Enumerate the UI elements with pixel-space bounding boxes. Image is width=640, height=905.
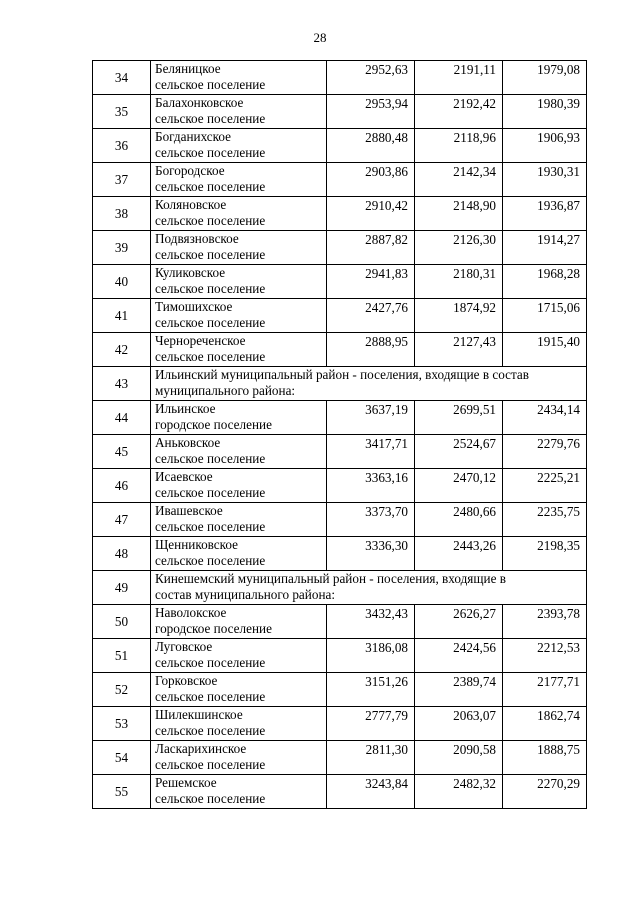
row-number: 39 (93, 231, 151, 265)
table-row (93, 673, 587, 707)
row-number: 55 (93, 775, 151, 809)
value-col-1: 2888,95 (327, 333, 415, 367)
settlement-type: сельское поселение (155, 144, 266, 160)
group-heading-line: состав муниципального района: (155, 586, 336, 602)
page-number: 28 (313, 30, 327, 45)
value-col-3: 1862,74 (503, 707, 587, 741)
settlement-title: Шилекшинское (155, 707, 243, 722)
value-col-2: 2126,30 (415, 231, 503, 265)
value-col-2: 2524,67 (415, 435, 503, 469)
value-col-3: 2225,21 (503, 469, 587, 503)
settlement-type: сельское поселение (155, 110, 266, 126)
settlement-name (151, 401, 327, 435)
value-col-1: 2903,86 (327, 163, 415, 197)
table-body (93, 61, 587, 809)
settlement-name (151, 163, 327, 197)
value-col-2: 2480,66 (415, 503, 503, 537)
settlement-type: сельское поселение (155, 756, 266, 772)
row-number: 38 (93, 197, 151, 231)
table-row (93, 435, 587, 469)
group-heading-line: Ильинский муниципальный район - поселения, входящие в состав (155, 367, 529, 382)
value-col-1: 2811,30 (327, 741, 415, 775)
value-col-3: 1888,75 (503, 741, 587, 775)
settlement-name (151, 673, 327, 707)
value-col-3: 2212,53 (503, 639, 587, 673)
settlement-name (151, 95, 327, 129)
settlement-type: сельское поселение (155, 688, 266, 704)
row-number: 43 (93, 367, 151, 401)
row-number: 41 (93, 299, 151, 333)
settlement-name (151, 605, 327, 639)
row-number: 44 (93, 401, 151, 435)
value-col-2: 1874,92 (415, 299, 503, 333)
settlement-title: Богданихское (155, 129, 232, 144)
value-col-3: 2279,76 (503, 435, 587, 469)
group-row (93, 367, 587, 401)
table-row (93, 707, 587, 741)
value-col-1: 2910,42 (327, 197, 415, 231)
value-col-2: 2443,26 (415, 537, 503, 571)
table-row (93, 61, 587, 95)
settlement-title: Наволокское (155, 605, 227, 620)
settlement-type: сельское поселение (155, 484, 266, 500)
table-row (93, 775, 587, 809)
settlement-title: Аньковское (155, 435, 221, 450)
table-row (93, 469, 587, 503)
settlement-name (151, 197, 327, 231)
settlement-name (151, 741, 327, 775)
settlement-type: сельское поселение (155, 722, 266, 738)
value-col-2: 2148,90 (415, 197, 503, 231)
value-col-2: 2192,42 (415, 95, 503, 129)
table-row (93, 333, 587, 367)
settlement-name (151, 333, 327, 367)
value-col-1: 2941,83 (327, 265, 415, 299)
row-number: 53 (93, 707, 151, 741)
settlement-title: Ласкарихинское (155, 741, 247, 756)
settlement-title: Коляновское (155, 197, 227, 212)
settlement-title: Ивашевское (155, 503, 223, 518)
value-col-2: 2142,34 (415, 163, 503, 197)
table-row (93, 401, 587, 435)
value-col-1: 2952,63 (327, 61, 415, 95)
value-col-3: 1930,31 (503, 163, 587, 197)
settlement-name (151, 299, 327, 333)
value-col-1: 3151,26 (327, 673, 415, 707)
settlement-name (151, 231, 327, 265)
settlement-title: Ильинское (155, 401, 216, 416)
row-number: 54 (93, 741, 151, 775)
settlement-name (151, 639, 327, 673)
table-row (93, 605, 587, 639)
value-col-3: 2434,14 (503, 401, 587, 435)
value-col-3: 1906,93 (503, 129, 587, 163)
row-number: 34 (93, 61, 151, 95)
value-col-1: 2777,79 (327, 707, 415, 741)
table-row (93, 503, 587, 537)
value-col-2: 2470,12 (415, 469, 503, 503)
settlement-type: сельское поселение (155, 212, 266, 228)
table-row (93, 741, 587, 775)
settlement-title: Горковское (155, 673, 218, 688)
value-col-2: 2626,27 (415, 605, 503, 639)
settlement-type: сельское поселение (155, 790, 266, 806)
settlement-title: Щенниковское (155, 537, 239, 552)
value-col-2: 2118,96 (415, 129, 503, 163)
settlement-type: сельское поселение (155, 654, 266, 670)
value-col-2: 2127,43 (415, 333, 503, 367)
row-number: 46 (93, 469, 151, 503)
tariff-table (92, 60, 587, 809)
group-heading (151, 367, 587, 401)
group-heading-line: муниципального района: (155, 382, 296, 398)
value-col-3: 1980,39 (503, 95, 587, 129)
settlement-type: сельское поселение (155, 552, 266, 568)
row-number: 40 (93, 265, 151, 299)
settlement-name (151, 537, 327, 571)
value-col-2: 2090,58 (415, 741, 503, 775)
settlement-name (151, 503, 327, 537)
settlement-title: Тимошихское (155, 299, 233, 314)
table-row (93, 231, 587, 265)
value-col-3: 2270,29 (503, 775, 587, 809)
table-row (93, 129, 587, 163)
settlement-title: Балахонковское (155, 95, 244, 110)
settlement-title: Богородское (155, 163, 225, 178)
value-col-2: 2424,56 (415, 639, 503, 673)
value-col-1: 3637,19 (327, 401, 415, 435)
group-row (93, 571, 587, 605)
table-row (93, 265, 587, 299)
value-col-3: 2177,71 (503, 673, 587, 707)
row-number: 49 (93, 571, 151, 605)
value-col-1: 3432,43 (327, 605, 415, 639)
group-heading (151, 571, 587, 605)
group-heading-line: Кинешемский муниципальный район - поселения, входящие в (155, 571, 506, 586)
value-col-3: 1979,08 (503, 61, 587, 95)
settlement-name (151, 469, 327, 503)
value-col-2: 2699,51 (415, 401, 503, 435)
table-row (93, 537, 587, 571)
value-col-3: 2393,78 (503, 605, 587, 639)
settlement-name (151, 775, 327, 809)
value-col-3: 1715,06 (503, 299, 587, 333)
value-col-1: 3186,08 (327, 639, 415, 673)
row-number: 36 (93, 129, 151, 163)
row-number: 42 (93, 333, 151, 367)
value-col-2: 2482,32 (415, 775, 503, 809)
settlement-title: Куликовское (155, 265, 226, 280)
settlement-type: городское поселение (155, 620, 272, 636)
settlement-type: городское поселение (155, 416, 272, 432)
value-col-3: 1936,87 (503, 197, 587, 231)
settlement-name (151, 265, 327, 299)
row-number: 52 (93, 673, 151, 707)
row-number: 35 (93, 95, 151, 129)
value-col-1: 3243,84 (327, 775, 415, 809)
value-col-3: 1968,28 (503, 265, 587, 299)
settlement-title: Луговское (155, 639, 213, 654)
settlement-name (151, 435, 327, 469)
settlement-title: Подвязновское (155, 231, 239, 246)
value-col-2: 2389,74 (415, 673, 503, 707)
value-col-3: 2235,75 (503, 503, 587, 537)
row-number: 50 (93, 605, 151, 639)
value-col-2: 2063,07 (415, 707, 503, 741)
row-number: 37 (93, 163, 151, 197)
settlement-type: сельское поселение (155, 348, 266, 364)
value-col-1: 3363,16 (327, 469, 415, 503)
value-col-1: 2880,48 (327, 129, 415, 163)
table-row (93, 95, 587, 129)
settlement-type: сельское поселение (155, 314, 266, 330)
settlement-name (151, 61, 327, 95)
value-col-2: 2180,31 (415, 265, 503, 299)
settlement-title: Чернореченское (155, 333, 246, 348)
value-col-1: 2887,82 (327, 231, 415, 265)
value-col-1: 2427,76 (327, 299, 415, 333)
value-col-1: 3417,71 (327, 435, 415, 469)
value-col-1: 3336,30 (327, 537, 415, 571)
settlement-type: сельское поселение (155, 450, 266, 466)
value-col-3: 1914,27 (503, 231, 587, 265)
row-number: 51 (93, 639, 151, 673)
value-col-3: 2198,35 (503, 537, 587, 571)
settlement-type: сельское поселение (155, 246, 266, 262)
table-row (93, 639, 587, 673)
settlement-title: Решемское (155, 775, 217, 790)
settlement-type: сельское поселение (155, 280, 266, 296)
value-col-2: 2191,11 (415, 61, 503, 95)
settlement-name (151, 129, 327, 163)
settlement-type: сельское поселение (155, 178, 266, 194)
table-row (93, 197, 587, 231)
value-col-1: 3373,70 (327, 503, 415, 537)
settlement-type: сельское поселение (155, 76, 266, 92)
table-row (93, 299, 587, 333)
value-col-1: 2953,94 (327, 95, 415, 129)
row-number: 48 (93, 537, 151, 571)
row-number: 47 (93, 503, 151, 537)
value-col-3: 1915,40 (503, 333, 587, 367)
table-row (93, 163, 587, 197)
settlement-title: Беляницкое (155, 61, 221, 76)
row-number: 45 (93, 435, 151, 469)
settlement-type: сельское поселение (155, 518, 266, 534)
settlement-name (151, 707, 327, 741)
settlement-title: Исаевское (155, 469, 213, 484)
